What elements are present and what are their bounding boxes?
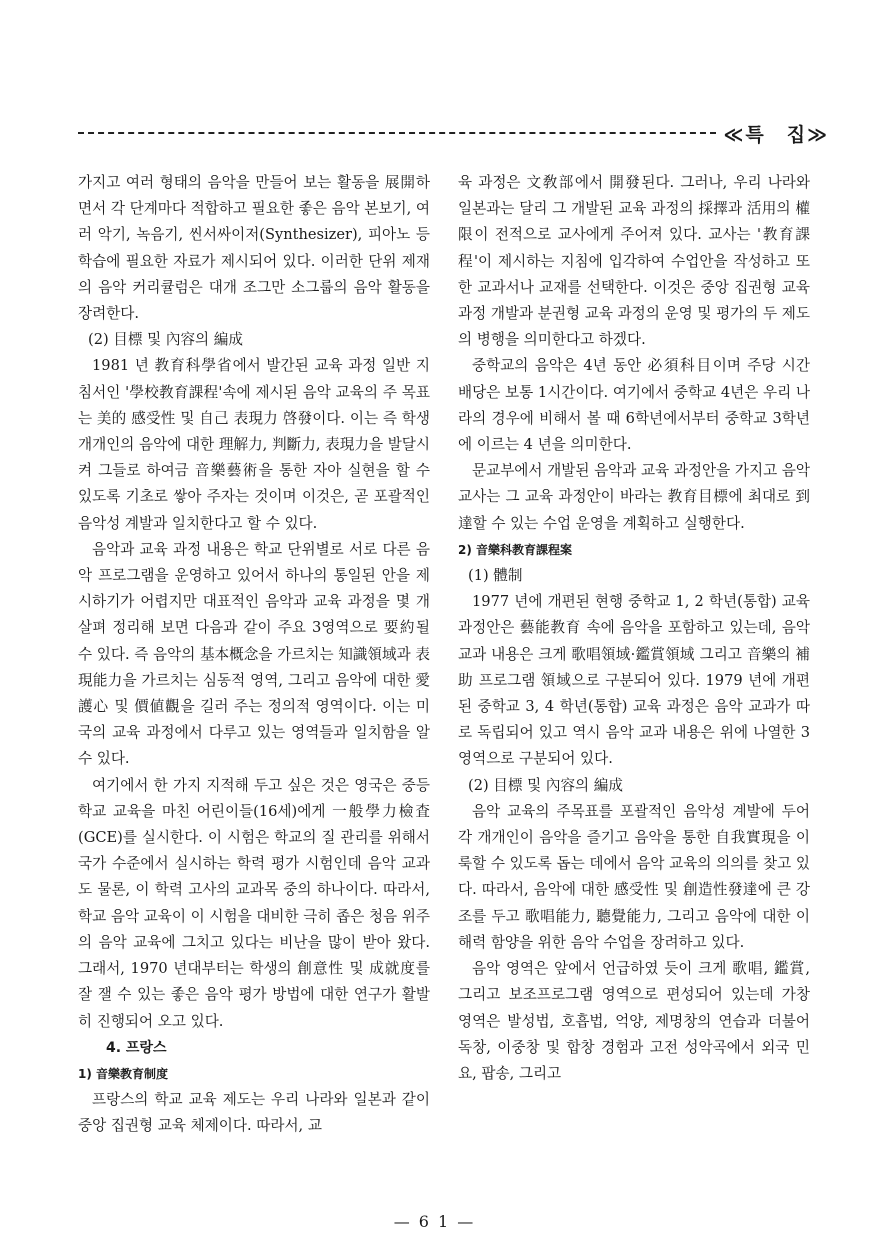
section-header — [78, 118, 829, 148]
subsection-heading: 1) 音樂教育制度 — [78, 1066, 169, 1081]
left-column — [78, 170, 430, 1140]
paragraph: 문교부에서 개발된 음악과 교육 과정안을 가지고 음악 교사는 그 교육 과정안이 바라는 教育目標에 최대로 到達할 수 있는 수업 운영을 계획하고 실행한다. — [458, 462, 810, 532]
numbered-subheading: (2) 目標 및 內容의 編成 — [88, 331, 243, 349]
paragraph: 1977 년에 개편된 현행 중학교 1, 2 학년(통합) 교육 과정안은 藝能教育 속에 음악을 포함하고 있는데, 음악 교과 내용은 크게 歌唱領域·鑑賞領域 그리고 音樂의 補助 프로그램 領域으로 구분되어 있다. 1979 년에 개편된 중학교 3, 4 학년(통합) 교육 과정은 음악 교과가 따로 독립되어 있고 역시 음악 교과 내용은 위에 나열한 3 영역으로 구분되어 있다. — [458, 593, 810, 768]
paragraph: 프랑스의 학교 교육 제도는 우리 나라와 일본과 같이 중앙 집권형 교육 체제이다. 따라서, 교 — [78, 1091, 430, 1135]
subsection-heading: 2) 音樂科教育課程案 — [458, 542, 573, 557]
paragraph: 여기에서 한 가지 지적해 두고 싶은 것은 영국은 중등 학교 교육을 마친 어린이들(16세)에게 一般學力檢査(GCE)를 실시한다. 이 시험은 학교의 질 관리를 위해서 국가 수준에서 실시하는 학력 평가 시험인데 음악 교과도 물론, 이 학력 고사의 교과목 중의 하나이다. 따라서, 학교 음악 교육이 이 시험을 대비한 극히 좁은 청음 위주의 음악 교육에 그치고 있다는 비난을 많이 받아 왔다. 그래서, 1970 년대부터는 학생의 創意性 및 成就度를 잘 잴 수 있는 좋은 음악 평가 방법에 대한 연구가 활발히 진행되어 오고 있다. — [78, 776, 430, 1030]
section-heading: 4. 프랑스 — [106, 1039, 167, 1056]
paragraph: 육 과정은 文敎部에서 開發된다. 그러나, 우리 나라와 일본과는 달리 그 개발된 교육 과정의 採擇과 活用의 權限이 전적으로 교사에게 주어져 있다. 교사는 '教育課程'이 제시하는 지침에 입각하여 수업안을 작성하고 또한 교과서나 교재를 선택한다. 이것은 중앙 집권형 교육 과정 개발과 분권형 교육 과정의 운영 및 평가의 두 제도의 병행을 의미한다고 하겠다. — [458, 174, 810, 349]
numbered-subheading: (2) 目標 및 內容의 編成 — [468, 776, 623, 794]
paragraph: 음악과 교육 과정 내용은 학교 단위별로 서로 다른 음악 프로그램을 운영하고 있어서 하나의 통일된 안을 제시하기가 어렵지만 대표적인 음악과 교육 과정을 몇 개 살펴 정리해 보면 다음과 같이 주요 3영역으로 要約될 수 있다. 즉 음악의 基本概念을 가르치는 知識領域과 表現能力을 가르치는 심동적 영역, 그리고 음악에 대한 愛護心 및 價値觀을 길러 주는 정의적 영역이다. 이는 미국의 교육 과정에서 다루고 있는 영역들과 일치함을 알 수 있다. — [78, 540, 430, 768]
paragraph: 가지고 여러 형태의 음악을 만들어 보는 활동을 展開하면서 각 단계마다 적합하고 필요한 좋은 음악 본보기, 여러 악기, 녹음기, 씬서싸이저(Synthesizer), 피아노 등 학습에 필요한 자료가 제시되어 있다. 이러한 단위 제재의 음악 커리큘럼은 대개 조그만 소그룹의 음악 활동을 장려한다. — [78, 174, 430, 323]
paragraph: 음악 영역은 앞에서 언급하였 듯이 크게 歌唱, 鑑賞, 그리고 보조프로그램 영역으로 편성되어 있는데 가창 영역은 발성법, 호흡법, 억양, 제명창의 연습과 더불어 독창, 이중창 및 합창 경험과 고전 성악곡에서 외국 민요, 팝송, 그리고 — [458, 960, 810, 1082]
right-column — [458, 170, 810, 1087]
page-number: — 6 1 — — [393, 1212, 476, 1231]
section-label: ≪특 집≫ — [723, 123, 829, 146]
paragraph: 중학교의 음악은 4년 동안 必須科目이며 주당 시간 배당은 보통 1시간이다. 여기에서 중학교 4년은 우리 나라의 경우에 비해서 볼 때 6학년에서부터 중학교 3학년에 이르는 4 년을 의미한다. — [458, 357, 810, 454]
numbered-subheading: (1) 體制 — [468, 567, 523, 585]
paragraph: 1981 년 教育科學省에서 발간된 교육 과정 일반 지침서인 '學校教育課程'속에 제시된 음악 교육의 주 목표는 美的 感受性 및 自己 表現力 啓發이다. 이는 즉 학생 개개인의 음악에 대한 理解力, 判斷力, 表現力을 발달시켜 그들로 하여금 音樂藝術을 통한 자아 실현을 할 수 있도록 기초로 쌓아 주자는 것이며 이것은, 곧 포괄적인 음악성 계발과 일치한다고 할 수 있다. — [78, 357, 430, 532]
paragraph: 음악 교육의 주목표를 포괄적인 음악성 계발에 두어 각 개개인이 음악을 즐기고 음악을 통한 自我實現을 이룩할 수 있도록 돕는 데에서 음악 교육의 의의를 찾고 있다. 따라서, 음악에 대한 感受性 및 創造性發達에 큰 강조를 두고 歌唱能力, 聽覺能力, 그리고 음악에 대한 이해력 함양을 위한 음악 수업을 장려하고 있다. — [458, 802, 810, 951]
header-dashed-rule — [78, 132, 716, 134]
